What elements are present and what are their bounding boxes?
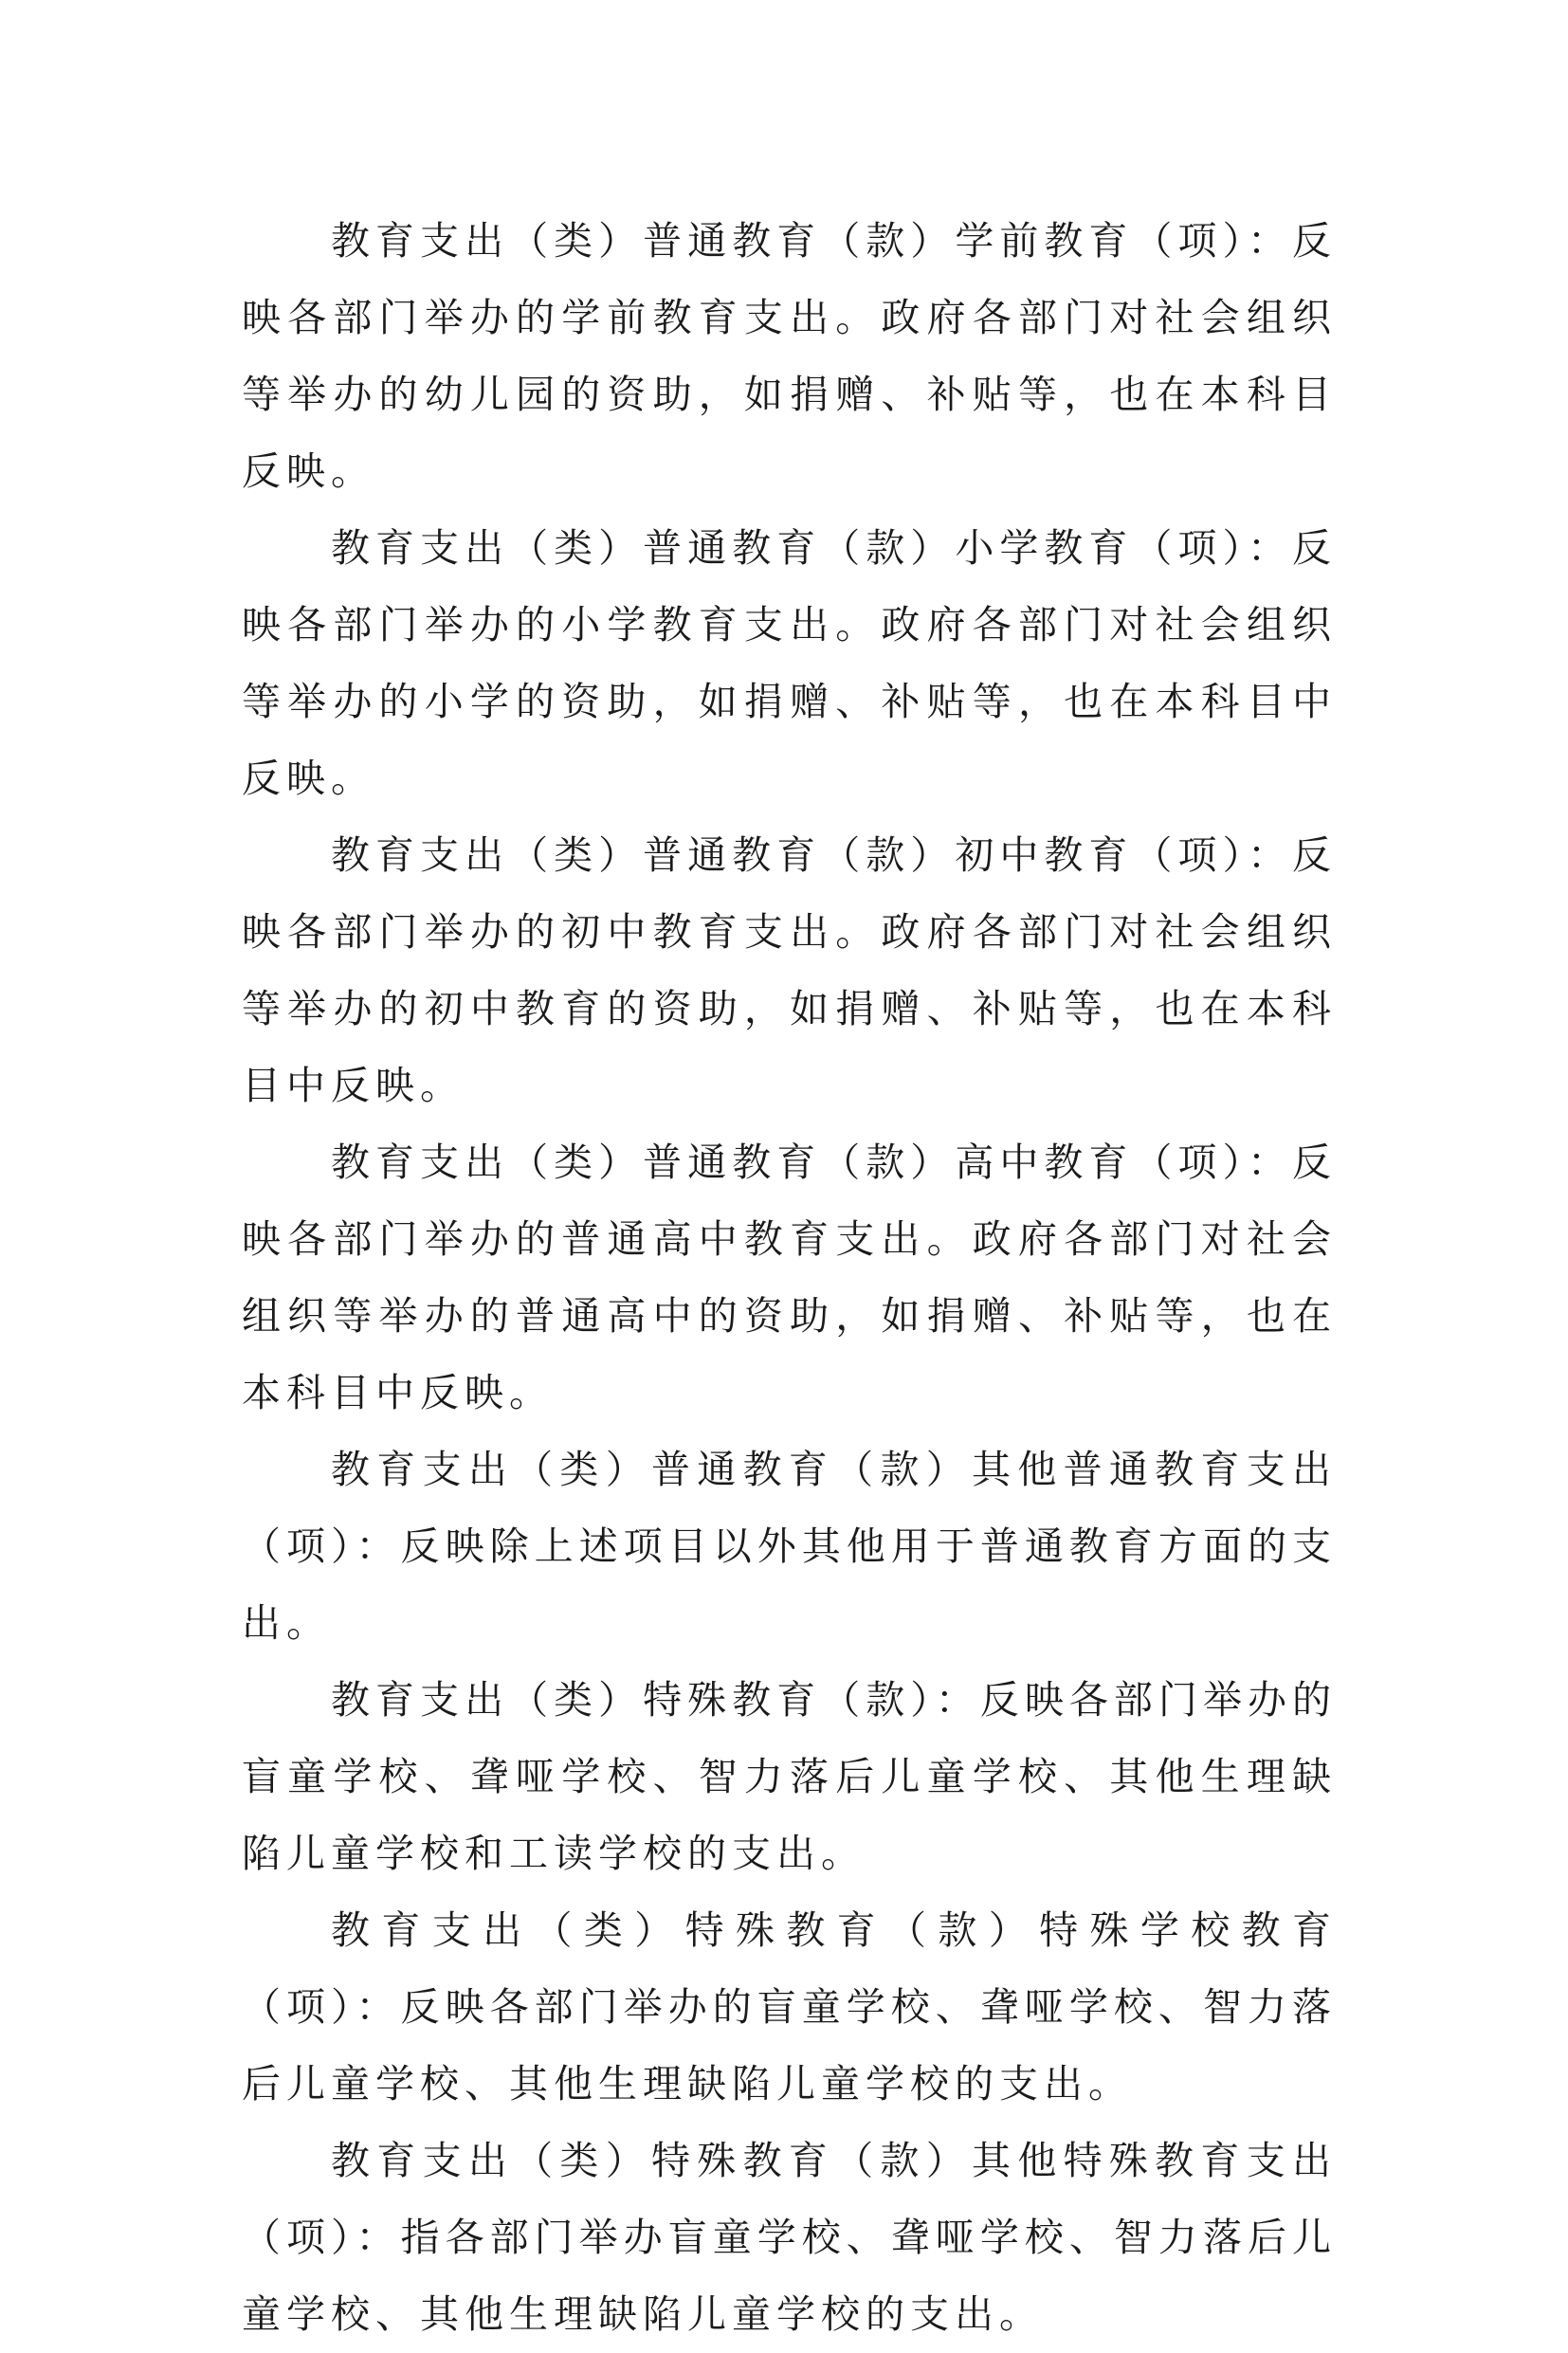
paragraph-preschool-education: 教育支出（类）普通教育（款）学前教育（项）：反映各部门举办的学前教育支出。政府各部门对社会组织等举办的幼儿园的资助，如捐赠、补贴等，也在本科目反映。 (242, 218, 1337, 494)
paragraph-other-general-education: 教育支出（类）普通教育（款）其他普通教育支出（项）：反映除上述项目以外其他用于普通教育方面的支出。 (242, 1447, 1337, 1646)
paragraph-special-education: 教育支出（类）特殊教育（款）：反映各部门举办的盲童学校、聋哑学校、智力落后儿童学校、其他生理缺陷儿童学校和工读学校的支出。 (242, 1677, 1337, 1876)
paragraph-other-special-education: 教育支出（类）特殊教育（款）其他特殊教育支出（项）：指各部门举办盲童学校、聋哑学校、智力落后儿童学校、其他生理缺陷儿童学校的支出。 (242, 2138, 1337, 2337)
paragraph-primary-education: 教育支出（类）普通教育（款）小学教育（项）：反映各部门举办的小学教育支出。政府各部门对社会组织等举办的小学的资助，如捐赠、补贴等，也在本科目中反映。 (242, 525, 1337, 801)
paragraph-special-school-education: 教育支出（类）特殊教育（款）特殊学校教育（项）：反映各部门举办的盲童学校、聋哑学校、智力落后儿童学校、其他生理缺陷儿童学校的支出。 (242, 1907, 1337, 2107)
paragraph-senior-high-education: 教育支出（类）普通教育（款）高中教育（项）：反映各部门举办的普通高中教育支出。政府各部门对社会组织等举办的普通高中的资助，如捐赠、补贴等，也在本科目中反映。 (242, 1140, 1337, 1415)
paragraph-junior-high-education: 教育支出（类）普通教育（款）初中教育（项）：反映各部门举办的初中教育支出。政府各部门对社会组织等举办的初中教育的资助，如捐赠、补贴等，也在本科目中反映。 (242, 832, 1337, 1108)
document-body (242, 203, 1337, 2353)
